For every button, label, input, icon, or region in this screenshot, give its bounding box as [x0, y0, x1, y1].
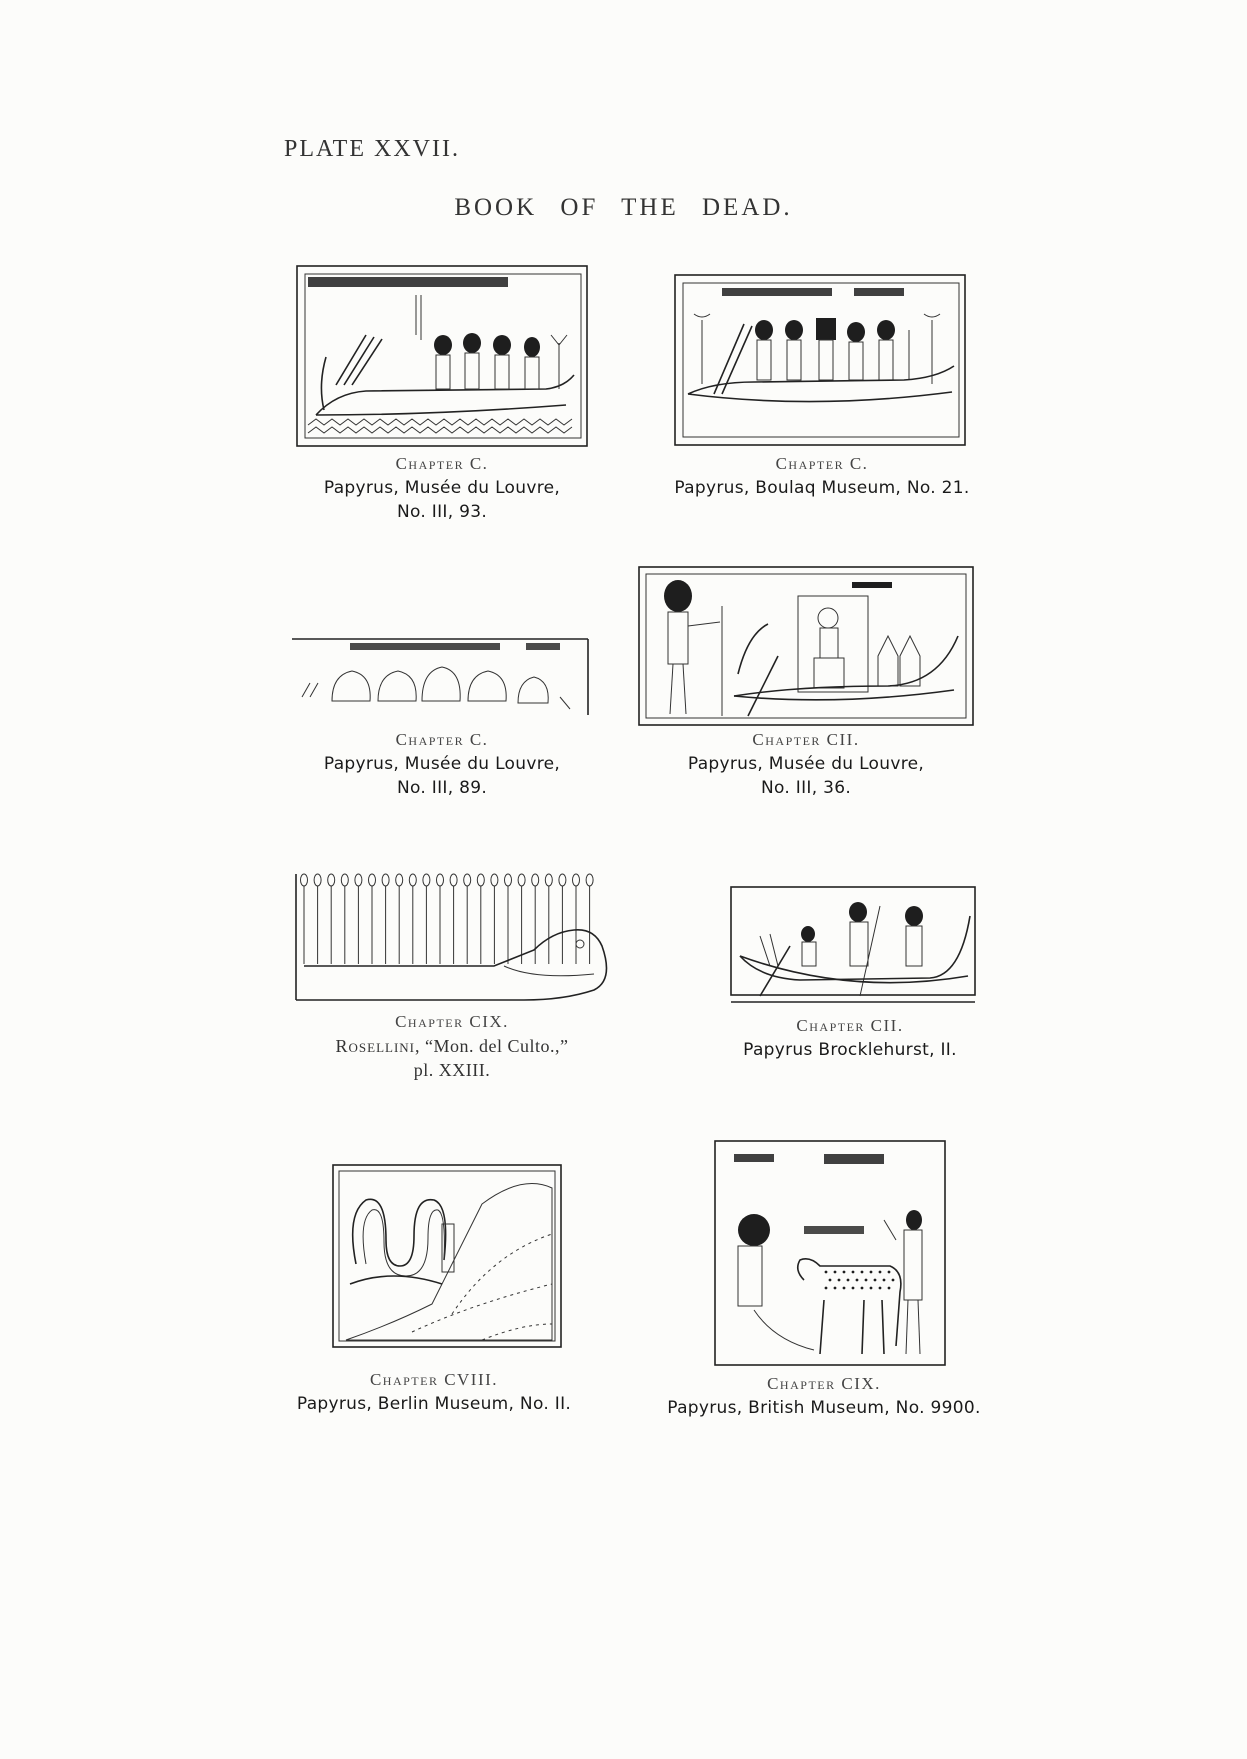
- caption-figure-5: [262, 1010, 642, 1082]
- chapter-label: Chapter CIX.: [767, 1374, 881, 1393]
- caption-figure-1: [266, 452, 618, 524]
- chapter-label: Chapter C.: [395, 730, 489, 749]
- source-line: No. III, 89.: [396, 778, 488, 798]
- caption-figure-4: [640, 728, 972, 800]
- source-line: No. III, 36.: [760, 778, 852, 798]
- plate-number: PLATE XXVII.: [284, 136, 460, 162]
- caption-figure-7: [258, 1368, 610, 1416]
- source-author: Rosellini: [335, 1036, 415, 1056]
- caption-figure-6: [700, 1014, 1000, 1062]
- chapter-label: Chapter C.: [775, 454, 869, 473]
- source-line: pl. XXIII.: [413, 1060, 491, 1080]
- source-line: Papyrus, Musée du Louvre,: [323, 754, 561, 774]
- chapter-label: Chapter CVIII.: [369, 1370, 499, 1389]
- source-line: Papyrus, Boulaq Museum, No. 21.: [674, 478, 970, 498]
- figure-boat-boulaq-21: [674, 274, 966, 446]
- chapter-label: Chapter CII.: [796, 1016, 904, 1035]
- source-line: Papyrus, Musée du Louvre,: [687, 754, 925, 774]
- source-line: Papyrus, British Museum, No. 9900.: [667, 1398, 981, 1418]
- chapter-label: Chapter CIX.: [395, 1012, 509, 1031]
- figure-cow-british-museum: [714, 1140, 946, 1366]
- caption-figure-8: [624, 1372, 1024, 1420]
- page-title: BOOK OF THE DEAD.: [454, 194, 793, 221]
- figure-rowers-brocklehurst: [730, 886, 976, 1006]
- chapter-label: Chapter C.: [395, 454, 489, 473]
- figure-serpent-berlin: [332, 1164, 562, 1348]
- source-line: Papyrus, Musée du Louvre,: [323, 478, 561, 498]
- chapter-label: Chapter CII.: [752, 730, 860, 749]
- figure-boat-louvre-93: [296, 265, 588, 447]
- figure-seated-god-louvre-36: [638, 566, 974, 726]
- source-line: Papyrus, Berlin Museum, No. II.: [296, 1394, 572, 1414]
- source-line: , “Mon. del Culto.,”: [415, 1036, 569, 1056]
- caption-figure-3: [270, 728, 614, 800]
- caption-figure-2: [632, 452, 1012, 500]
- source-line: Papyrus Brocklehurst, II.: [743, 1040, 957, 1060]
- source-line: No. III, 93.: [396, 502, 488, 522]
- figure-mummy-rosellini: [294, 870, 610, 1006]
- figure-fragment-louvre-89: [292, 637, 590, 717]
